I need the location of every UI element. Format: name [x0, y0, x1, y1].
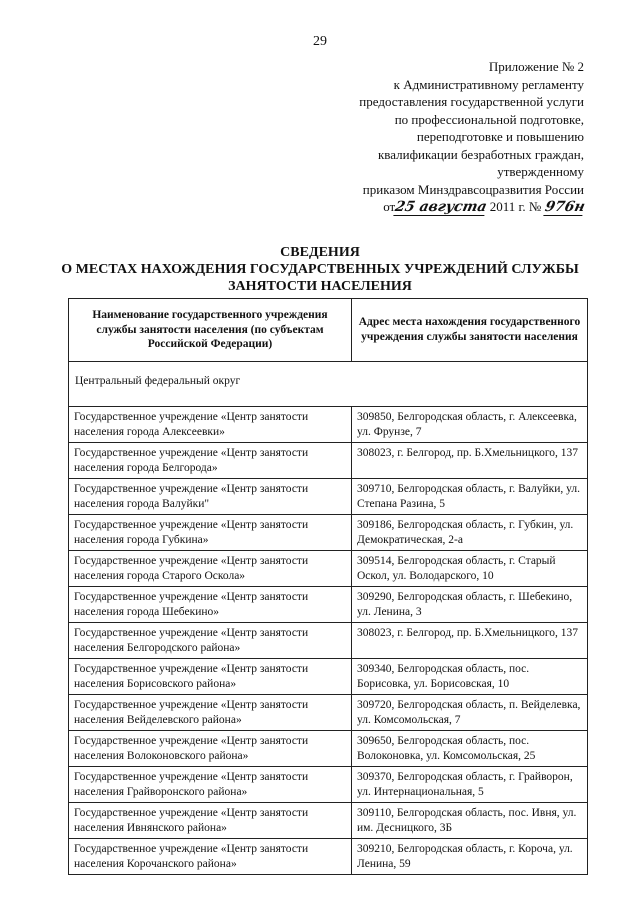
order-date-line — [264, 198, 584, 216]
table-row — [69, 695, 588, 731]
table-row — [69, 659, 588, 695]
appendix-block — [264, 58, 584, 216]
table-row — [69, 551, 588, 587]
institution-name-cell: Государственное учреждение «Центр занятости населения Волоконовского района» — [69, 731, 352, 767]
table-row — [69, 407, 588, 443]
institution-name-cell: Государственное учреждение «Центр занятости населения Вейделевского района» — [69, 695, 352, 731]
table-row — [69, 479, 588, 515]
institution-name-cell: Государственное учреждение «Центр занятости населения города Белгорода» — [69, 443, 352, 479]
institution-address-cell: 309650, Белгородская область, пос. Волоконовка, ул. Комсомольская, 25 — [352, 731, 588, 767]
institution-address-cell: 309370, Белгородская область, г. Грайворон, ул. Интернациональная, 5 — [352, 767, 588, 803]
page-number: 29 — [313, 34, 327, 49]
table-row — [69, 443, 588, 479]
institution-name-cell: Государственное учреждение «Центр занятости населения Корочанского района» — [69, 839, 352, 875]
institution-address-cell: 309110, Белгородская область, пос. Ивня, ул. им. Десницкого, 3Б — [352, 803, 588, 839]
table-row — [69, 623, 588, 659]
appendix-line: квалификации безработных граждан, — [377, 146, 584, 162]
appendix-line: Приложение № 2 — [488, 59, 584, 74]
appendix-line: приказом Минздравсоцразвития России — [362, 181, 584, 197]
institution-address-cell: 308023, г. Белгород, пр. Б.Хмельницкого, 137 — [352, 443, 588, 479]
section-row — [69, 361, 588, 407]
institution-name-cell: Государственное учреждение «Центр занятости населения города Старого Оскола» — [69, 551, 352, 587]
column-header-address: Адрес места нахождения государственного учреждения службы занятости населения — [352, 299, 588, 362]
institution-address-cell: 309340, Белгородская область, пос. Борисовка, ул. Борисовская, 10 — [352, 659, 588, 695]
appendix-line: переподготовке и повышению — [416, 129, 584, 144]
appendix-line: к Административному регламенту — [393, 76, 584, 92]
heading-line-1: СВЕДЕНИЯ — [280, 245, 360, 260]
institution-name-cell: Государственное учреждение «Центр занятости населения Ивнянского района» — [69, 803, 352, 839]
table-row — [69, 587, 588, 623]
date-middle: 2011 г. № — [489, 199, 542, 214]
institution-name-cell: Государственное учреждение «Центр занятости населения Белгородского района» — [69, 623, 352, 659]
institution-address-cell: 309186, Белгородская область, г. Губкин, ул. Демократическая, 2-а — [352, 515, 588, 551]
institutions-table — [68, 298, 588, 875]
institution-address-cell: 309720, Белгородская область, п. Вейделевка, ул. Комсомольская, 7 — [352, 695, 588, 731]
date-prefix: от — [383, 199, 396, 214]
heading-line-2: О МЕСТАХ НАХОЖДЕНИЯ ГОСУДАРСТВЕННЫХ УЧРЕЖДЕНИЙ СЛУЖБЫ — [61, 262, 579, 277]
table-header-row — [69, 299, 588, 362]
institution-address-cell: 309290, Белгородская область, г. Шебекино, ул. Ленина, 3 — [352, 587, 588, 623]
heading-line-3: ЗАНЯТОСТИ НАСЕЛЕНИЯ — [228, 279, 412, 294]
table-row — [69, 731, 588, 767]
document-heading — [0, 244, 640, 295]
institution-address-cell: 309710, Белгородская область, г. Валуйки, ул. Степана Разина, 5 — [352, 479, 588, 515]
appendix-line: по профессиональной подготовке, — [394, 111, 584, 127]
table-row — [69, 839, 588, 875]
institution-address-cell: 309514, Белгородская область, г. Старый Оскол, ул. Володарского, 10 — [352, 551, 588, 587]
institution-name-cell: Государственное учреждение «Центр занятости населения Борисовского района» — [69, 659, 352, 695]
institution-address-cell: 309850, Белгородская область, г. Алексеевка, ул. Фрунзе, 7 — [352, 407, 588, 443]
institution-name-cell: Государственное учреждение «Центр занятости населения города Валуйки" — [69, 479, 352, 515]
institution-name-cell: Государственное учреждение «Центр занятости населения Грайворонского района» — [69, 767, 352, 803]
institution-address-cell: 308023, г. Белгород, пр. Б.Хмельницкого, 137 — [352, 623, 588, 659]
table-row — [69, 803, 588, 839]
institution-address-cell: 309210, Белгородская область, г. Короча, ул. Ленина, 59 — [352, 839, 588, 875]
institution-name-cell: Государственное учреждение «Центр занятости населения города Алексеевки» — [69, 407, 352, 443]
institution-name-cell: Государственное учреждение «Центр занятости населения города Шебекино» — [69, 587, 352, 623]
appendix-line: предоставления государственной услуги — [359, 94, 584, 109]
section-label: Центральный федеральный округ — [69, 361, 588, 407]
appendix-line: утвержденному — [497, 164, 584, 179]
handwritten-order-number: 976н — [543, 199, 586, 215]
institution-name-cell: Государственное учреждение «Центр занятости населения города Губкина» — [69, 515, 352, 551]
column-header-name: Наименование государственного учреждения службы занятости населения (по субъектам Российской Федерации) — [69, 299, 352, 362]
table-row — [69, 767, 588, 803]
table-row — [69, 515, 588, 551]
handwritten-date: 25 августа — [393, 199, 489, 215]
